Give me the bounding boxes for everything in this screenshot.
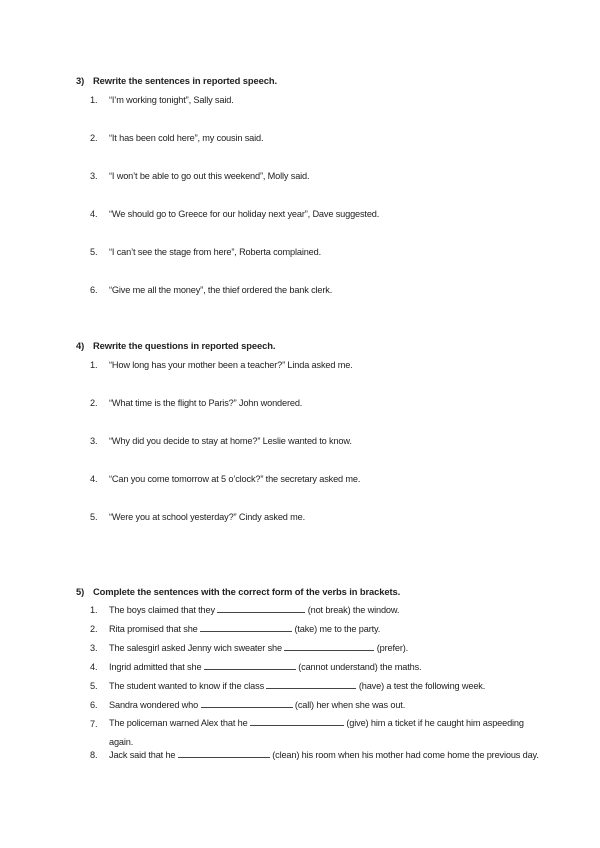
answer-blank[interactable]: [204, 661, 296, 670]
list-item: [76, 642, 546, 661]
list-item: [76, 284, 546, 322]
item-text: “It has been cold here”, my cousin said.: [109, 133, 264, 143]
item-text-before: The student wanted to know if the class: [109, 681, 265, 691]
list-item: [76, 359, 546, 397]
item-text-after: (take) me to the party.: [294, 624, 381, 634]
exercise-list: [76, 604, 546, 768]
item-text: “I won’t be able to go out this weekend”, Molly said.: [109, 171, 310, 181]
item-text-before: Rita promised that she: [109, 624, 198, 634]
answer-blank[interactable]: [200, 623, 292, 632]
item-number: 7.: [90, 719, 98, 729]
item-number: 3.: [90, 171, 98, 181]
item-text-before: Ingrid admitted that she: [109, 662, 202, 672]
section-heading: [76, 586, 546, 598]
item-number: 1.: [90, 605, 98, 615]
section-5: [76, 586, 546, 768]
section-title: Rewrite the sentences in reported speech.: [93, 75, 277, 86]
list-item: [76, 661, 546, 680]
exercise-list: [76, 359, 546, 549]
item-number: 3.: [90, 436, 98, 446]
list-item: [76, 511, 546, 549]
item-number: 2.: [90, 133, 98, 143]
list-item: [76, 718, 546, 749]
item-text-after: (clean) his room when his mother had come home the previous day.: [272, 750, 539, 760]
item-text: [109, 699, 405, 711]
item-text-after: (prefer).: [376, 643, 409, 653]
list-item: [76, 94, 546, 132]
list-item: [76, 208, 546, 246]
item-text-before: Jack said that he: [109, 750, 176, 760]
item-text: “I’m working tonight”, Sally said.: [109, 95, 234, 105]
item-number: 4.: [90, 662, 98, 672]
item-number: 4.: [90, 209, 98, 219]
item-text: “We should go to Greece for our holiday next year”, Dave suggested.: [109, 209, 380, 219]
item-text: “Were you at school yesterday?” Cindy asked me.: [109, 512, 306, 522]
list-item: [76, 132, 546, 170]
item-text: [109, 680, 485, 692]
item-text-before: The policeman warned Alex that he: [109, 718, 248, 728]
exercise-list: [76, 94, 546, 322]
section-4: [76, 340, 546, 549]
item-number: 5.: [90, 512, 98, 522]
answer-blank[interactable]: [250, 717, 344, 726]
item-text-before: The boys claimed that they: [109, 605, 215, 615]
item-text-after: (give) him a ticket if he caught him aspeeding again.: [109, 718, 524, 747]
item-number: 5.: [90, 681, 98, 691]
list-item: [76, 604, 546, 623]
item-text: “Give me all the money”, the thief ordered the bank clerk.: [109, 285, 333, 295]
list-item: [76, 623, 546, 642]
answer-blank[interactable]: [266, 680, 356, 689]
item-text-after: (call) her when she was out.: [294, 700, 406, 710]
list-item: [76, 473, 546, 511]
item-text: [109, 604, 399, 616]
answer-blank[interactable]: [178, 749, 270, 758]
item-text-after: (cannot understand) the maths.: [298, 662, 422, 672]
answer-blank[interactable]: [284, 642, 374, 651]
item-text: “What time is the flight to Paris?” John wondered.: [109, 398, 303, 408]
item-number: 8.: [90, 750, 98, 760]
item-number: 6.: [90, 285, 98, 295]
section-title: Complete the sentences with the correct form of the verbs in brackets.: [93, 586, 401, 597]
item-text: “I can’t see the stage from here”, Roberta complained.: [109, 247, 322, 257]
list-item: [76, 246, 546, 284]
item-number: 1.: [90, 360, 98, 370]
item-text-after: (have) a test the following week.: [358, 681, 486, 691]
item-number: 6.: [90, 700, 98, 710]
section-heading: [76, 75, 546, 87]
item-text: [109, 661, 421, 673]
item-text: [109, 623, 380, 635]
section-number: 4): [76, 340, 85, 351]
item-number: 4.: [90, 474, 98, 484]
item-text-after: (not break) the window.: [307, 605, 400, 615]
item-text: [109, 714, 529, 752]
item-text: [109, 642, 408, 654]
list-item: [76, 397, 546, 435]
list-item: [76, 680, 546, 699]
item-text: “Can you come tomorrow at 5 o’clock?” the secretary asked me.: [109, 474, 361, 484]
item-number: 2.: [90, 624, 98, 634]
item-text: “How long has your mother been a teacher?” Linda asked me.: [109, 360, 353, 370]
item-number: 1.: [90, 95, 98, 105]
section-heading: [76, 340, 546, 352]
list-item: [76, 170, 546, 208]
answer-blank[interactable]: [201, 699, 293, 708]
list-item: [76, 435, 546, 473]
item-number: 2.: [90, 398, 98, 408]
item-text: [109, 749, 539, 761]
answer-blank[interactable]: [217, 604, 305, 613]
item-text: “Why did you decide to stay at home?” Leslie wanted to know.: [109, 436, 352, 446]
item-text-before: Sandra wondered who: [109, 700, 199, 710]
section-number: 3): [76, 75, 85, 86]
list-item: [76, 749, 546, 768]
section-number: 5): [76, 586, 85, 597]
section-title: Rewrite the questions in reported speech.: [93, 340, 276, 351]
section-3: [76, 75, 546, 322]
item-number: 5.: [90, 247, 98, 257]
item-number: 3.: [90, 643, 98, 653]
item-text-before: The salesgirl asked Jenny wich sweater she: [109, 643, 282, 653]
